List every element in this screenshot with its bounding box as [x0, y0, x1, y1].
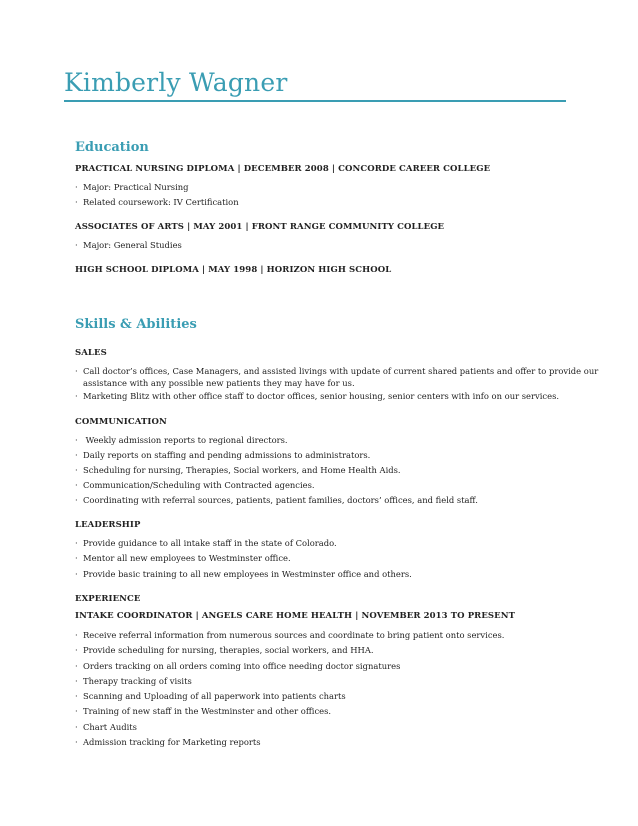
list-item: · Training of new staff in the Westminster and other offices. [75, 706, 332, 716]
list-item: · Chart Audits [75, 722, 137, 732]
education-entry-title: PRACTICAL NURSING DIPLOMA | DECEMBER 2008 | CONCORDE CAREER COLLEGE [75, 164, 491, 174]
leadership-title: LEADERSHIP [75, 520, 141, 530]
list-item: · Weekly admission reports to regional directors. [75, 435, 288, 445]
list-item: · Provide guidance to all intake staff in the state of Colorado. [75, 538, 337, 548]
list-item: · Mentor all new employees to Westminster office. [75, 553, 291, 563]
skills-heading: Skills & Abilities [75, 317, 197, 332]
list-item: · Call doctor’s offices, Case Managers, and assisted livings with update of current shared patients and offer to provide our assistance with any possible new patients they may have for us. [75, 366, 599, 388]
list-item: · Scanning and Uploading of all paperwork into patients charts [75, 691, 346, 701]
education-entry-title: ASSOCIATES OF ARTS | MAY 2001 | FRONT RANGE COMMUNITY COLLEGE [75, 222, 445, 232]
list-item: · Marketing Blitz with other office staff to doctor offices, senior housing, senior centers with info on our services. [75, 391, 560, 401]
education-heading: Education [75, 140, 149, 155]
sales-title: SALES [75, 348, 107, 358]
candidate-name: Kimberly Wagner [64, 68, 288, 97]
list-item: · Communication/Scheduling with Contracted agencies. [75, 480, 315, 490]
list-item: · Daily reports on staffing and pending admissions to administrators. [75, 450, 371, 460]
list-item: · Receive referral information from numerous sources and coordinate to bring patient onto services. [75, 630, 505, 640]
list-item: · Coordinating with referral sources, patients, patient families, doctors’ offices, and field staff. [75, 495, 478, 505]
list-item: · Major: General Studies [75, 240, 182, 250]
list-item: · Scheduling for nursing, Therapies, Social workers, and Home Health Aids. [75, 465, 401, 475]
list-item: · Major: Practical Nursing [75, 182, 189, 192]
communication-title: COMMUNICATION [75, 417, 167, 427]
list-item: · Provide basic training to all new employees in Westminster office and others. [75, 569, 412, 579]
list-item: · Admission tracking for Marketing reports [75, 737, 261, 747]
education-entry-title: HIGH SCHOOL DIPLOMA | MAY 1998 | HORIZON HIGH SCHOOL [75, 265, 392, 275]
list-item: · Provide scheduling for nursing, therapies, social workers, and HHA. [75, 645, 374, 655]
list-item: · Therapy tracking of visits [75, 676, 192, 686]
job-title: INTAKE COORDINATOR | ANGELS CARE HOME HEALTH | NOVEMBER 2013 TO PRESENT [75, 611, 516, 621]
header-rule [64, 100, 566, 102]
list-item: · Orders tracking on all orders coming into office needing doctor signatures [75, 661, 401, 671]
experience-title: EXPERIENCE [75, 594, 141, 604]
list-item: · Related coursework: IV Certification [75, 197, 239, 207]
